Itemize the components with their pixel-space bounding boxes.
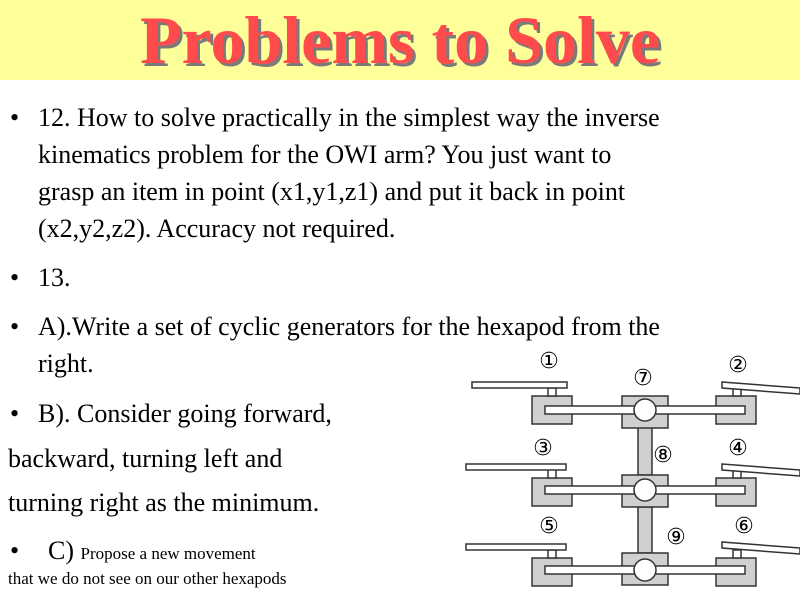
label-5: ⑤ — [539, 514, 559, 539]
hexapod-diagram — [462, 342, 800, 598]
bullet-glyph: • — [10, 263, 20, 292]
leg-left — [472, 382, 567, 388]
label-2: ② — [728, 353, 748, 378]
label-6: ⑥ — [734, 514, 754, 539]
label-4: ④ — [728, 436, 748, 461]
q12-line-2: kinematics problem for the OWI arm? You just want to — [38, 140, 612, 169]
slide-title: Problems to Solve — [139, 2, 661, 78]
label-9: ⑨ — [666, 525, 686, 550]
q12-line-1: 12. How to solve practically in the simplest way the inverse — [38, 103, 660, 132]
leg-mount — [548, 550, 556, 558]
label-7: ⑦ — [633, 366, 653, 391]
pivot-circle — [634, 479, 656, 501]
pivot-circle — [634, 559, 656, 581]
qb-line-2: backward, turning left and — [8, 444, 283, 473]
bullet-glyph: • — [10, 103, 20, 132]
q13-label: 13. — [38, 263, 71, 292]
label-3: ③ — [533, 436, 553, 461]
qc-label: C) — [48, 536, 74, 565]
spine-link — [638, 425, 652, 475]
bullet-glyph: • — [10, 312, 20, 341]
qa-line-2: right. — [38, 349, 94, 378]
leg-mount — [733, 550, 741, 558]
qb-line-1: B). Consider going forward, — [38, 399, 332, 428]
pivot-circle — [634, 399, 656, 421]
leg-mount — [548, 388, 556, 396]
q12-line-4: (x2,y2,z2). Accuracy not required. — [38, 214, 396, 243]
qc-text: Propose a new movement — [80, 544, 256, 563]
bullet-glyph: • — [10, 399, 20, 428]
label-1: ① — [539, 349, 559, 374]
bullet-glyph: • — [10, 536, 20, 565]
label-8: ⑧ — [653, 443, 673, 468]
spine-link — [638, 507, 652, 553]
leg-left — [466, 544, 566, 550]
q12-line-3: grasp an item in point (x1,y1,z1) and put it back in point — [38, 177, 626, 206]
qa-line-1: A).Write a set of cyclic generators for the hexapod from the — [38, 312, 660, 341]
qb-line-3: turning right as the minimum. — [8, 488, 320, 517]
qc-line-2: that we do not see on our other hexapods — [8, 569, 287, 588]
leg-left — [466, 464, 566, 470]
